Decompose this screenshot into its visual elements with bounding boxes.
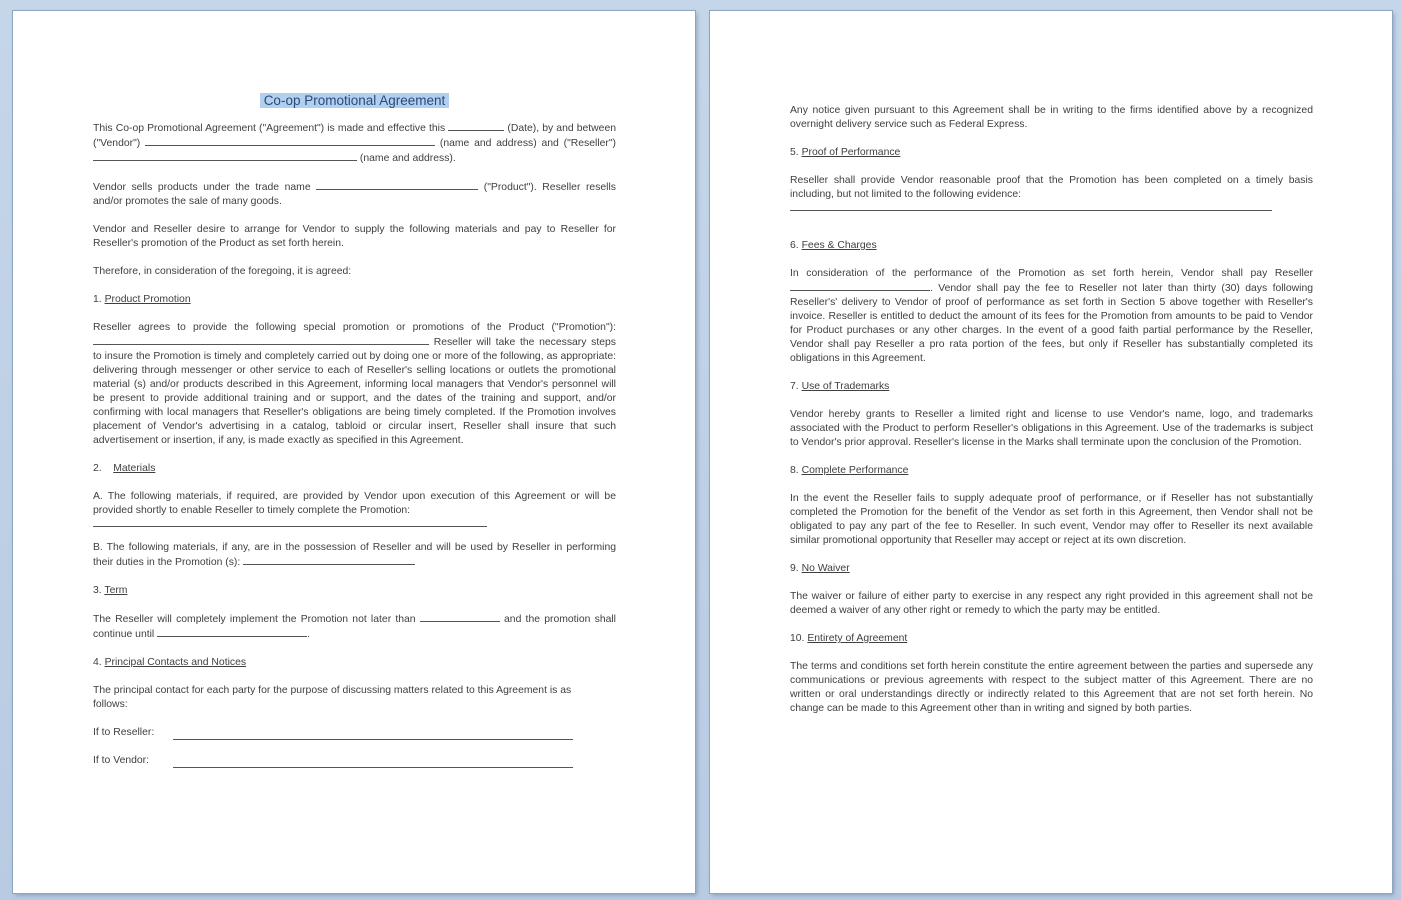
reseller-contact-row[interactable]: [93, 726, 616, 740]
document-title[interactable]: [93, 92, 616, 110]
proof-paragraph[interactable]: Reseller shall provide Vendor reasonable proof that the Promotion has been completed on a timely basis including, but not limited to the following evidence:: [790, 175, 1313, 200]
section-7-heading[interactable]: [790, 380, 1313, 394]
intro-text-d: (name and address).: [359, 153, 456, 164]
section-heading-text: Product Promotion: [104, 294, 191, 305]
section-5-heading[interactable]: [790, 146, 1313, 160]
materials-a-blank: [93, 520, 487, 527]
trade-text-b: ("Product"). Reseller resells and/or promotes the sale of many goods.: [93, 182, 616, 207]
document-page-1[interactable]: [13, 11, 695, 893]
therefore-paragraph[interactable]: Therefore, in consideration of the foregoing, it is agreed:: [93, 266, 352, 277]
section-number: 6.: [790, 240, 799, 251]
intro-text-b: (Date), by and between ("Vendor"): [93, 123, 617, 149]
fee-amount-blank: [790, 281, 930, 291]
vendor-contact-row[interactable]: [93, 754, 616, 768]
notice-paragraph[interactable]: Any notice given pursuant to this Agreement shall be in writing to the firms identified above by a recognized overnight delivery service such as Federal Express.: [790, 105, 1313, 130]
waiver-paragraph[interactable]: The waiver or failure of either party to exercise in any respect any right provided in this agreement shall not be deemed a waiver of any other right or remedy to which the party may be entitled.: [790, 591, 1313, 616]
section-2-heading[interactable]: [93, 462, 616, 476]
section-heading-text: Use of Trademarks: [801, 381, 890, 392]
selected-title-text[interactable]: Co-op Promotional Agreement: [260, 93, 450, 108]
trade-name-blank: [316, 180, 478, 190]
proof-blank: [790, 204, 1272, 211]
section-1-text-b: Reseller will take the necessary steps to insure the Promotion is timely and completely carried out by doing one or more of the following, as appropriate: delivering through messenger or other service to each of Reseller's selling locations or outlets the promotional material (s) and/or products described in this Agreement, informing local managers that Vendor's personnel will be present to provide additional training and or support, and the dates of the training and support, and/or confirming with local managers that Reseller's obligations are being timely completed. If the Promotion involves placement of Vendor's advertising in a catalog, tabloid or circular insert, Reseller shall insure that such advertisement or insertion, if any, is made exactly as specified in this Agreement.: [93, 337, 616, 446]
page-2-content[interactable]: [790, 11, 1313, 893]
term-paragraph[interactable]: [93, 612, 616, 642]
document-page-2[interactable]: [710, 11, 1392, 893]
term-start-blank: [420, 612, 500, 622]
term-text-a: The Reseller will completely implement the Promotion not later than: [93, 614, 416, 625]
section-10-heading[interactable]: [790, 632, 1313, 646]
section-heading-text: Entirety of Agreement: [807, 633, 908, 644]
contacts-paragraph[interactable]: The principal contact for each party for the purpose of discussing matters related to this Agreement is as follows:: [93, 685, 572, 710]
section-8-heading[interactable]: [790, 464, 1313, 478]
section-heading-text: Proof of Performance: [801, 147, 901, 158]
section-number: 5.: [790, 147, 799, 158]
vendor-contact-blank[interactable]: [173, 758, 573, 768]
entirety-paragraph[interactable]: The terms and conditions set forth herein constitute the entire agreement between the parties and supersede any communications or previous agreements with respect to the subject matter of this Agreement. There are no written or oral understandings directly or indirectly related to this Agreement that are not set forth herein. No change can be made to this Agreement other than in writing and signed by both parties.: [790, 661, 1313, 714]
section-heading-text: Complete Performance: [801, 465, 909, 476]
section-heading-text: Principal Contacts and Notices: [104, 657, 247, 668]
intro-paragraph[interactable]: [93, 121, 616, 166]
section-9-heading[interactable]: [790, 562, 1313, 576]
promotion-blank: [93, 335, 429, 345]
vendor-blank: [145, 136, 435, 146]
fees-text-b: . Vendor shall pay the fee to Reseller not later than thirty (30) days following Reseller's' delivery to Vendor of proof of performance as set forth in Section 5 above together with Reseller's invoice. Reseller is entitled to deduct the amount of its fees for the Promotion from amounts to be paid to Vendor for Product purchases or any other charges. In the event of a good faith partial performance by the Reseller, Vendor shall pay Reseller a pro rata portion of the fees, but only if Reseller has substantially completed its obligations in this Agreement.: [790, 283, 1313, 364]
page-1-content[interactable]: [93, 11, 616, 893]
fees-text-a: In consideration of the performance of the Promotion as set forth herein, Vendor shall pay Reseller: [790, 268, 1313, 279]
materials-b-blank: [243, 555, 415, 565]
vendor-contact-label: If to Vendor:: [93, 755, 150, 766]
intro-text-a: This Co-op Promotional Agreement ("Agreement") is made and effective this: [93, 123, 446, 134]
section-4-heading[interactable]: [93, 656, 616, 670]
term-text-b: and the promotion shall continue until: [93, 614, 616, 640]
materials-a-paragraph[interactable]: A. The following materials, if required, are provided by Vendor upon execution of this Agreement or will be provided shortly to enable Reseller to timely complete the Promotion:: [93, 491, 616, 516]
section-number: 1.: [93, 294, 102, 305]
section-number: 3.: [93, 585, 102, 596]
desire-paragraph[interactable]: Vendor and Reseller desire to arrange for Vendor to supply the following materials and pay to Reseller for Reseller's promotion of the Product as set forth herein.: [93, 224, 616, 249]
reseller-blank: [93, 151, 357, 161]
section-1-body[interactable]: [93, 321, 616, 448]
section-1-text-a: Reseller agrees to provide the following special promotion or promotions of the Product ("Promotion"):: [93, 322, 616, 333]
section-number: 7.: [790, 381, 799, 392]
section-heading-text: Materials: [113, 463, 156, 474]
section-heading-text: Fees & Charges: [801, 240, 877, 251]
section-number: 9.: [790, 563, 799, 574]
section-number: 10.: [790, 633, 805, 644]
section-3-heading[interactable]: [93, 584, 616, 598]
reseller-contact-label: If to Reseller:: [93, 727, 155, 738]
intro-text-c: (name and address) and ("Reseller"): [439, 138, 617, 149]
trademarks-paragraph[interactable]: Vendor hereby grants to Reseller a limited right and license to use Vendor's name, logo, and trademarks associated with the Product to perform Reseller's obligations in this Agreement. Use of the trademarks is subject to Vendor's prior approval. Reseller's license in the Marks shall terminate upon the conclusion of the Promotion.: [790, 409, 1313, 448]
section-heading-text: Term: [104, 585, 128, 596]
trade-text-a: Vendor sells products under the trade name: [93, 182, 311, 193]
materials-b-text: B. The following materials, if any, are in the possession of Reseller and will be used by Reseller in performing their duties in the Promotion (s):: [93, 542, 616, 568]
fees-paragraph[interactable]: [790, 267, 1313, 366]
section-number: 8.: [790, 465, 799, 476]
date-blank: [448, 121, 504, 131]
term-text-c: .: [307, 629, 311, 640]
trade-name-paragraph[interactable]: [93, 180, 616, 209]
section-6-heading[interactable]: [790, 239, 1313, 253]
section-number: 2.: [93, 463, 102, 474]
section-heading-text: No Waiver: [801, 563, 850, 574]
section-number: 4.: [93, 657, 102, 668]
performance-paragraph[interactable]: In the event the Reseller fails to supply adequate proof of performance, or if Reseller has not substantially completed the Promotion for the benefit of the Vendor as set forth in this Agreement, then Vendor shall not be obligated to pay any part of the fee to Reseller. In such event, Vendor may offer to Reseller its next available similar promotional opportunity that Reseller may accept or reject at its own discretion.: [790, 493, 1313, 546]
reseller-contact-blank[interactable]: [173, 730, 573, 740]
term-end-blank: [157, 627, 307, 637]
section-1-heading[interactable]: [93, 293, 616, 307]
materials-b-paragraph[interactable]: [93, 541, 616, 570]
